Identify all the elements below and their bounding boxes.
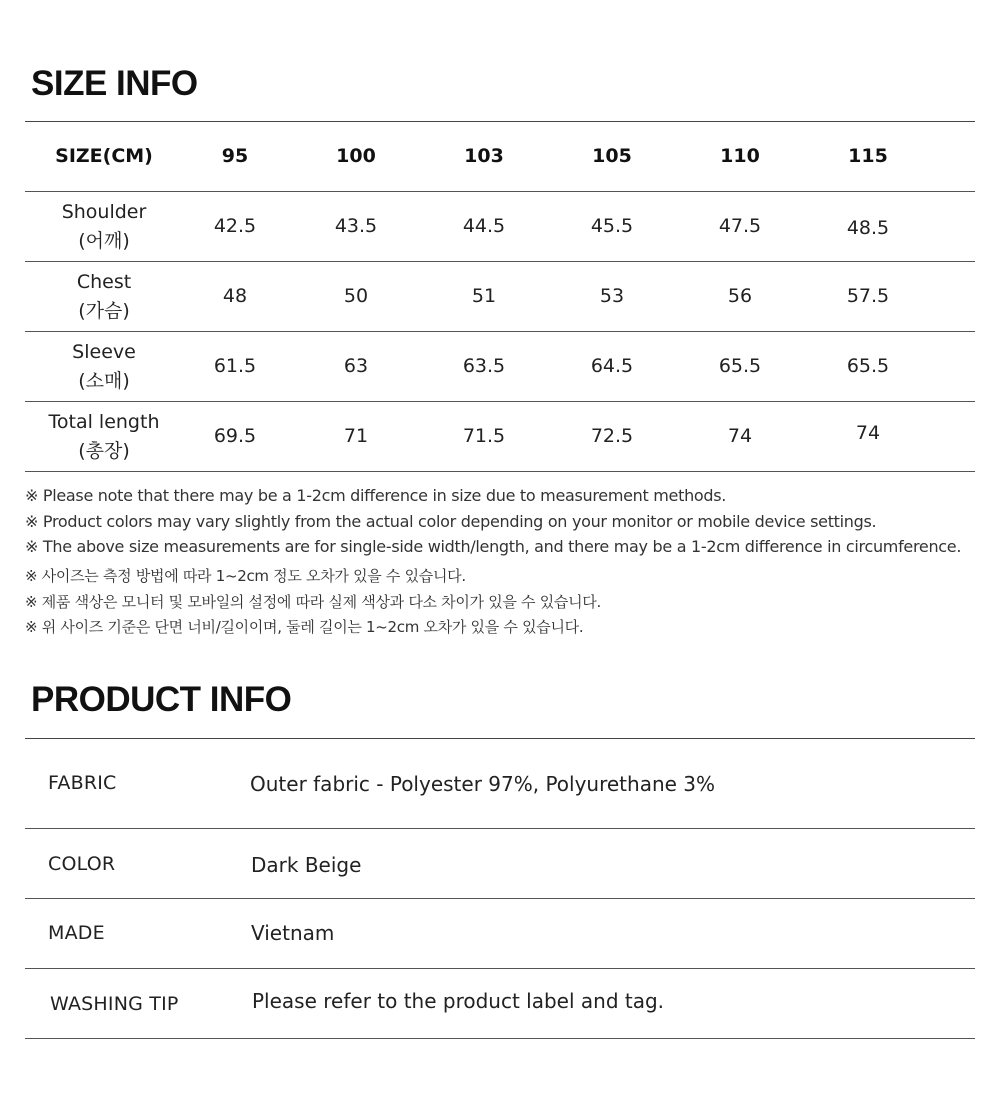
size-header-105: 105 [592, 145, 632, 167]
row-label-ko: (가슴) [78, 299, 130, 322]
table-cell: 43.5 [334, 215, 378, 237]
product-value: Dark Beige [251, 853, 362, 877]
product-value: Outer fabric - Polyester 97%, Polyurethane 3% [250, 772, 716, 796]
row-label-en: Sleeve [72, 340, 136, 363]
row-label-en: Total length [48, 410, 160, 433]
row-label [49, 402, 160, 471]
product-row-washing-tip [25, 969, 975, 1039]
product-row-fabric [25, 739, 975, 829]
product-info-title: PRODUCT INFO [31, 680, 292, 719]
table-cell: 48.5 [846, 217, 890, 239]
note-item: ※ 제품 색상은 모니터 및 모바일의 설정에 따라 실제 색상과 다소 차이가 있을 수 있습니다. [25, 592, 601, 611]
product-value: Vietnam [251, 921, 335, 945]
table-cell: 74 [855, 422, 881, 444]
table-cell: 47.5 [718, 215, 762, 237]
product-row-made [25, 899, 975, 969]
row-label-en: Shoulder [61, 200, 147, 223]
table-cell: 61.5 [213, 355, 257, 377]
note-item: ※ Please note that there may be a 1-2cm difference in size due to measurement methods. [25, 486, 727, 505]
product-label: MADE [48, 922, 105, 944]
row-label [62, 192, 147, 261]
row-label-ko: (어깨) [78, 229, 130, 252]
row-label [77, 262, 131, 331]
product-row-color [25, 829, 975, 899]
table-cell: 74 [727, 425, 753, 447]
size-header-100: 100 [336, 145, 376, 167]
table-cell: 71.5 [462, 425, 506, 447]
table-cell: 50 [343, 285, 369, 307]
table-cell: 56 [727, 285, 753, 307]
size-table [25, 121, 975, 472]
table-cell: 64.5 [590, 355, 634, 377]
product-table [25, 738, 975, 1039]
row-label-ko: (소매) [78, 369, 130, 392]
table-cell: 57.5 [846, 285, 890, 307]
table-cell: 51 [471, 285, 497, 307]
product-label: WASHING TIP [50, 993, 179, 1015]
table-cell: 44.5 [462, 215, 506, 237]
size-notes-en [25, 483, 985, 560]
note-item: ※ Product colors may vary slightly from the actual color depending on your monitor or mobile device settings. [25, 511, 877, 531]
size-row-total-length [25, 402, 975, 472]
size-header-103: 103 [464, 145, 504, 167]
table-cell: 65.5 [846, 355, 890, 377]
size-row-shoulder [25, 192, 975, 262]
size-notes-ko [25, 564, 985, 641]
table-cell: 45.5 [590, 215, 634, 237]
table-cell: 53 [599, 285, 625, 307]
size-row-sleeve [25, 332, 975, 402]
size-row-chest [25, 262, 975, 332]
size-info-title: SIZE INFO [31, 64, 198, 103]
note-item: ※ 사이즈는 측정 방법에 따라 1~2cm 정도 오차가 있을 수 있습니다. [25, 567, 466, 585]
size-header-95: 95 [221, 145, 249, 167]
row-label-en: Chest [76, 270, 132, 293]
row-label-ko: (총장) [78, 439, 130, 462]
table-cell: 42.5 [213, 215, 257, 237]
size-header-110: 110 [720, 145, 760, 167]
table-cell: 69.5 [213, 425, 257, 447]
table-cell: 63.5 [462, 355, 506, 377]
row-label [72, 332, 136, 401]
table-cell: 48 [222, 285, 248, 307]
product-label: FABRIC [48, 772, 117, 794]
size-table-header [25, 122, 975, 192]
note-item: ※ 위 사이즈 기준은 단면 너비/길이이며, 둘레 길이는 1~2cm 오차가 있을 수 있습니다. [25, 618, 584, 636]
size-header-115: 115 [848, 145, 888, 167]
table-cell: 72.5 [590, 425, 634, 447]
size-header-label: SIZE(CM) [55, 145, 153, 167]
note-item: ※ The above size measurements are for single-side width/length, and there may be a 1-2cm difference in circumference. [25, 537, 962, 556]
table-cell: 63 [343, 355, 369, 377]
table-cell: 65.5 [718, 355, 762, 377]
product-label: COLOR [48, 853, 116, 875]
table-cell: 71 [343, 425, 369, 447]
product-value: Please refer to the product label and tag. [252, 989, 665, 1013]
